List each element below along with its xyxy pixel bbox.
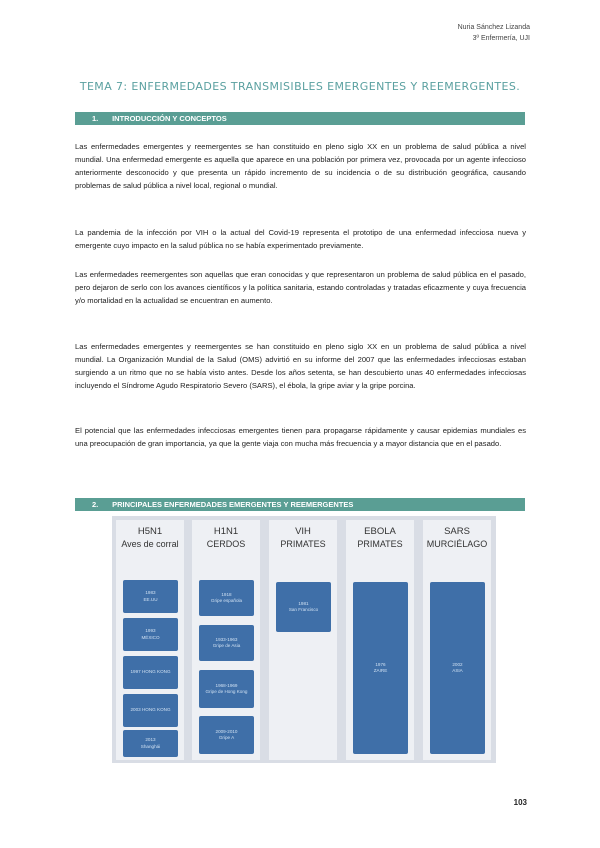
event-box xyxy=(123,694,178,727)
event-year: 1976 xyxy=(375,661,386,667)
section-heading-1 xyxy=(75,112,525,125)
event-place: San Francisco xyxy=(288,607,319,612)
event-box xyxy=(123,618,178,651)
column-host: CERDOS xyxy=(206,539,246,549)
event-year: 2009-2010 xyxy=(215,728,238,734)
column-disease: SARS xyxy=(444,526,470,537)
column-host: PRIMATES xyxy=(357,539,403,549)
event-place: Gripe de Hong Kong xyxy=(205,689,248,694)
column-disease: EBOLA xyxy=(364,526,396,537)
paragraph-1: Las enfermedades emergentes y reemergentes se han constituido en pleno siglo XX en un problema de salud pública a nivel mundial. Una enfermedad emergente es aquella que aparece en una población por primera vez, provocada por un agente infeccioso anteriormente desconocido y que presenta un rápido incremento de su incidencia o de su distribución geográfica, causando problemas de salud pública a nivel local, regional o mundial. xyxy=(75,142,526,190)
event-box xyxy=(199,670,254,708)
event-box xyxy=(123,656,178,689)
event-box xyxy=(199,625,254,661)
paragraph-3: Las enfermedades reemergentes son aquellas que eran conocidas y que representaron un problema de salud pública en el pasado, pero dejaron de serlo con los avances científicos y la política sanitaria, estando controladas y tratadas eficazmente y cuya frecuencia y/o mortalidad en la actualidad se encuentran en aumento. xyxy=(75,270,526,305)
diagram-column-h1n1 xyxy=(192,520,260,760)
event-box xyxy=(276,582,331,632)
event-year: 2003 HONG KONG xyxy=(130,707,171,713)
event-year: 1981 xyxy=(298,600,309,606)
paragraph-5: El potencial que las enfermedades infecciosas emergentes tienen para propagarse rápidamente y causar epidemias mundiales es una preocupación de gran importancia, ya que la gente viaja con mucha más frecuencia y a mayor distancia que en el pasado. xyxy=(75,426,526,448)
event-year: 1983 xyxy=(145,590,156,595)
column-disease: VIH xyxy=(295,526,311,537)
event-place: Gripe española xyxy=(210,598,243,603)
event-year: 1997 HONG KONG xyxy=(130,669,171,675)
event-place: Gripe de Asia xyxy=(212,643,241,648)
page-number: 103 xyxy=(513,798,527,807)
section-title: PRINCIPALES ENFERMEDADES EMERGENTES Y REEMERGENTES xyxy=(112,500,354,509)
paragraph-2: La pandemia de la infección por VIH o la actual del Covid-19 representa el prototipo de una enfermedad infecciosa nueva y emergente cuyo impacto en la salud pública no se había experimentado previamente. xyxy=(75,228,526,250)
section-heading-2 xyxy=(75,498,525,511)
column-host: Aves de corral xyxy=(121,539,179,549)
event-box xyxy=(199,716,254,754)
event-box xyxy=(353,582,408,754)
diagram-column-sars xyxy=(423,520,491,760)
event-box xyxy=(123,580,178,613)
event-year: 1918 xyxy=(221,591,232,597)
section-number: 1. xyxy=(92,114,99,123)
document-title: TEMA 7: ENFERMEDADES TRANSMISIBLES EMERGENTES Y REEMERGENTES. xyxy=(79,80,521,93)
diagram-column-h5n1 xyxy=(116,520,184,760)
paragraph-4: Las enfermedades emergentes y reemergentes se han constituido en pleno siglo XX en un problema de salud pública a nivel mundial. La Organización Mundial de la Salud (OMS) advirtió en su informe del 2007 que las enfermedades infecciosas estaban surgiendo a un ritmo que no se había visto antes. Desde los años setenta, se han descubierto unas 40 enfermedades infecciosas incluyendo el Síndrome Agudo Respiratorio Severo (SARS), el ébola, la gripe aviar y la gripe porcina. xyxy=(75,342,526,390)
event-place: MÉXICO xyxy=(141,634,160,640)
diagram-column-ebola xyxy=(346,520,414,760)
event-year: 2013 xyxy=(145,737,156,742)
column-disease: H5N1 xyxy=(137,526,163,537)
column-disease: H1N1 xyxy=(213,526,239,537)
event-year: 2002 xyxy=(452,661,463,667)
diagram-column-vih xyxy=(269,520,337,760)
event-place: ASIA xyxy=(452,668,463,673)
event-year: 1968-1969 xyxy=(215,682,238,688)
page-header xyxy=(458,22,530,44)
event-year: 1993 xyxy=(145,628,156,633)
event-place: EE.UU xyxy=(143,596,158,602)
section-title: INTRODUCCIÓN Y CONCEPTOS xyxy=(112,114,227,123)
event-year: 1933-1963 xyxy=(215,636,238,642)
diseases-diagram xyxy=(112,516,496,763)
section-number: 2. xyxy=(92,500,99,509)
event-box xyxy=(123,730,178,757)
column-host: PRIMATES xyxy=(280,539,326,549)
event-box xyxy=(199,580,254,616)
event-place: Shanghái xyxy=(140,743,161,749)
event-place: ZAIRE xyxy=(373,668,388,673)
author-name: Nuria Sánchez Lizanda xyxy=(457,24,530,31)
course-name: 3º Enfermería, UJI xyxy=(472,35,530,42)
column-host: MURCIÉLAGO xyxy=(426,539,488,549)
event-place: Gripe A xyxy=(218,735,235,740)
event-box xyxy=(430,582,485,754)
